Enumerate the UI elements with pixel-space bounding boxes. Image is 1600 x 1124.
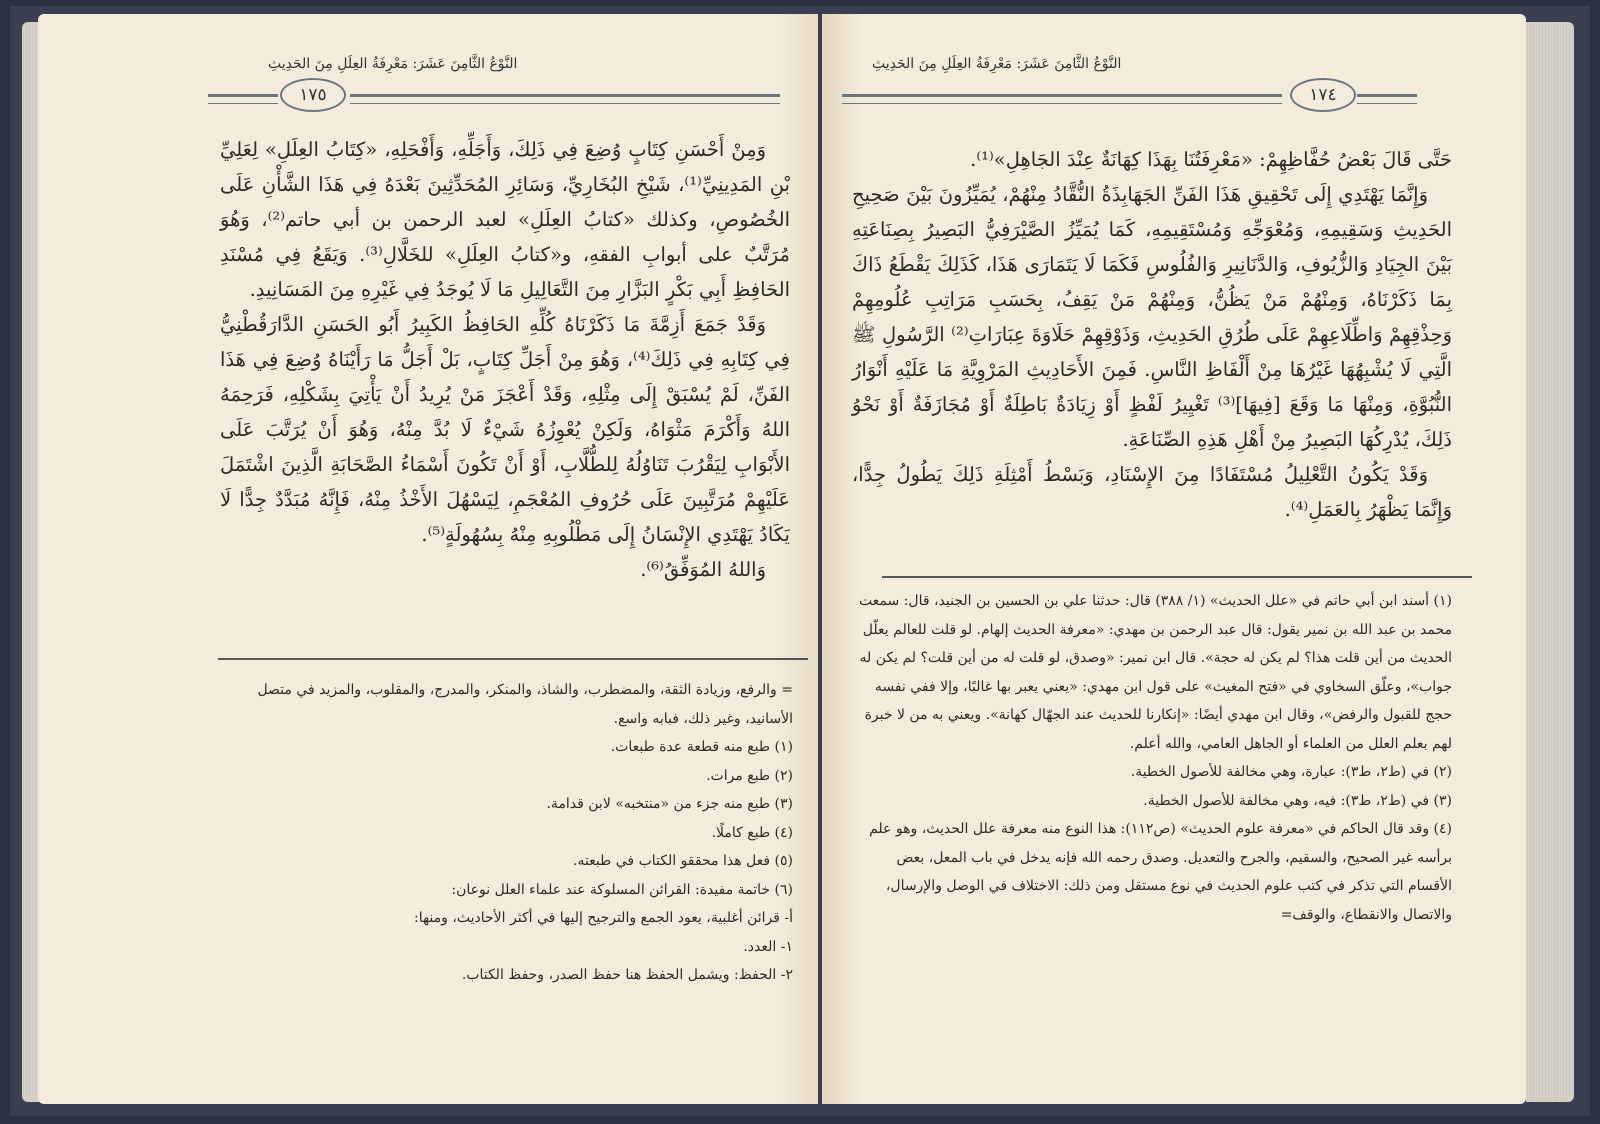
right-page-edges <box>1526 22 1574 1102</box>
footnote: (١) طبع منه قطعة عدة طبعات. <box>610 739 793 755</box>
header-rule <box>842 94 1282 104</box>
footnote-separator <box>218 658 808 660</box>
paragraph: حَتَّى قَالَ بَعْضُ حُفَّاظِهِمْ: «مَعْرِفَتُنَا بِهَذَا كِهَانَةٌ عِنْدَ الجَاهِلِ»⁽¹⁾. <box>970 148 1452 171</box>
paragraph: وَاللهُ المُوَفِّقُ⁽⁶⁾. <box>640 558 766 581</box>
paragraph: وَقَدْ جَمَعَ أَزِمَّةَ مَا ذَكَرْنَاهُ كُلِّهِ الحَافِظُ الكَبِيرُ أَبُو الحَسَنِ الدَّارَقُطْنِيُّ فِي كِتَابِهِ فِي ذَلِكَ⁽⁴⁾، وَهُوَ مِنْ أَجَلِّ كِتَابٍ، بَلْ أَجَلُّ مَا رَأَيْنَاهُ وُضِعَ فِي هَذَا الفَنِّ، لَمْ يُسْبَقْ إِلَى مِثْلِهِ، وَقَدْ أَعْجَزَ مَنْ يُرِيدُ أَنْ يَأْتِيَ بِشَكْلِهِ، فَرَحِمَهُ اللهُ وَأَكْرَمَ مَثْوَاهُ، وَلَكِنْ يُعْوِزُهُ شَيْءٌ لَا بُدَّ مِنْهُ، وَهُوَ أَنْ يُرَتَّبَ عَلَى الأَبْوَابِ لِيَقْرُبَ تَنَاوُلُهُ لِلطُّلَّابِ، أَوْ أَنْ تَكُونَ أَسْمَاءُ الصَّحَابَةِ الَّذِينَ اشْتَمَلَ عَلَيْهِمْ مُرَتَّبِينَ عَلَى حُرُوفِ المُعْجَمِ، لِيَسْهُلَ الأَخْذُ مِنْهُ، فَإِنَّهُ مُبَدَّدٌ جِدًّا لَا يَكَادُ يَهْتَدِي الإِنْسَانُ إِلَى مَطْلُوبِهِ مِنْهُ بِسُهُولَةٍ⁽⁵⁾. <box>220 313 790 546</box>
page-number: ١٧٤ <box>1290 78 1356 112</box>
footnote: (٣) طبع منه جزء من «منتخبه» لابن قدامة. <box>546 796 793 812</box>
main-text <box>220 132 790 587</box>
paragraph: وَقَدْ يَكُونُ التَّعْلِيلُ مُسْتَفَادًا مِنَ الإِسْنَادِ، وَبَسْطُ أَمْثِلَةِ ذَلِكَ يَطُولُ جِدًّا، وَإِنَّمَا يَظْهَرُ بِالعَمَلِ⁽⁴⁾. <box>852 463 1452 521</box>
right-page <box>822 14 1526 1104</box>
footnote: (٤) وقد قال الحاكم في «معرفة علوم الحديث» (ص١١٢): هذا النوع منه معرفة علل الحديث، وهو علم برأسه غير الصحيح، والسقيم، والجرح والتعديل. وصدق رحمه الله فإنه يدخل في باب المعل، بعض الأقسام التي تذكر في كتب علوم الحديث في نوع مستقل ومن ذلك: الاختلاف في الوصل والإرسال، والاتصال والانقطاع، والوقف= <box>869 821 1452 923</box>
footnotes <box>228 676 793 990</box>
main-text <box>852 142 1452 527</box>
footnote: (٢) طبع مرات. <box>706 767 793 784</box>
footnotes <box>852 587 1452 929</box>
open-book <box>10 6 1590 1116</box>
footnote: ٢- الحفظ: ويشمل الحفظ هنا حفظ الصدر، وحفظ الكتاب. <box>461 967 793 983</box>
footnote: = والرفع، وزيادة الثقة، والمضطرب، والشاذ، والمنكر، والمدرج، والمقلوب، والمزيد في متصل الأسانيد، وغير ذلك، فبابه واسع. <box>257 682 793 727</box>
header-rule <box>208 94 278 104</box>
left-page <box>38 14 818 1104</box>
header-rule <box>1357 94 1417 104</box>
footnote: (١) أسند ابن أبي حاتم في «علل الحديث» (١/ ٣٨٨) قال: حدثنا علي بن الحسين بن الجنيد، قال: سمعت محمد بن عبد الله بن نمير يقول: قال عبد الرحمن بن مهدي: «معرفة الحديث إلهام. لو قلت للعالم يعلّل الحديث من أين قلت هذا؟ لم يكن له حجة». قال ابن نمير: «وصدق، لو قلت له من أين قلت؟ لم يكن له جواب»، وعلّق السخاوي في «فتح المغيث» على قول ابن مهدي: «يعني يعبر بها غالبًا، وإلا ففي نفسه حجج للقبول والرفض»، وقال ابن مهدي أيضًا: «إنكارنا للحديث عند الجهّال كهانة». ويعني به من لا خبرة لهم بعلم العلل من العلماء أو الجاهل العامي، والله أعلم. <box>858 593 1452 752</box>
running-header: النَّوْعُ الثَّامِنَ عَشَرَ: مَعْرِفَةُ العِلَلِ مِنَ الحَدِيثِ <box>872 56 1122 72</box>
paragraph: وَمِنْ أَحْسَنِ كِتَابٍ وُضِعَ فِي ذَلِكَ، وَأَجَلِّهِ، وَأَفْحَلِهِ، «كِتَابُ العِلَلِ» لِعَلِيِّ بْنِ المَدِينِيِّ⁽¹⁾، شَيْخِ البُخَارِيِّ، وَسَائِرِ المُحَدِّثِينَ بَعْدَهُ فِي هَذَا الشَّأْنِ عَلَى الخُصُوصِ، وكذلك «كتابُ العِلَلِ» لعبد الرحمن بن أبي حاتم⁽²⁾، وَهُوَ مُرَتَّبٌ على أبوابِ الفقهِ، و«كتابُ العِلَلِ» للخَلَّالِ⁽³⁾. وَيَقَعُ فِي مُسْنَدِ الحَافِظِ أَبِي بَكْرٍ البَزَّارِ مِنَ التَّعَالِيلِ مَا لَا يُوجَدُ فِي غَيْرِهِ مِنَ المَسَانِيدِ. <box>220 138 790 301</box>
footnote: (٦) خاتمة مفيدة: القرائن المسلوكة عند علماء العلل نوعان: <box>451 881 793 898</box>
footnote: (٢) في (ط٢، ط٣): عبارة، وهي مخالفة للأصول الخطية. <box>1130 764 1452 780</box>
footnote: (٣) في (ط٢، ط٣): فيه، وهي مخالفة للأصول الخطية. <box>1143 792 1452 809</box>
footnote: (٤) طبع كاملًا. <box>711 824 793 841</box>
footnote-separator <box>882 576 1472 578</box>
page-number: ١٧٥ <box>280 78 346 112</box>
header-rule <box>350 94 780 104</box>
paragraph: وَإِنَّمَا يَهْتَدِي إِلَى تَحْقِيقِ هَذَا الفَنِّ الجَهَابِذَةُ النُّقَّادُ مِنْهُمْ، يُمَيِّزُونَ بَيْنَ صَحِيحِ الحَدِيثِ وَسَقِيمِهِ، وَمُعْوَجِّهِ وَمُسْتَقِيمِهِ، كَمَا يُمَيِّزُ الصَّيْرَفِيُّ البَصِيرُ بِصِنَاعَتِهِ بَيْنَ الجِيَادِ وَالزُّيُوفِ، وَالدَّنَانِيرِ وَالفُلُوسِ فَكَمَا لَا يَتَمَارَى هَذَا، كَذَلِكَ يَقْطَعُ ذَاكَ بِمَا ذَكَرْنَاهُ، وَمِنْهُمْ مَنْ يَظُنُّ، وَمِنْهُمْ مَنْ يَقِفُ، بِحَسَبِ مَرَاتِبِ عُلُومِهِمْ وَحِذْقِهِمْ وَاطِّلَاعِهِمْ عَلَى طُرُقِ الحَدِيثِ، وَذَوْقِهِمْ حَلَاوَةَ عِبَارَاتِ⁽²⁾ الرَّسُولِ ﷺ الَّتِي لَا يُشْبِهُهَا غَيْرُهَا مِنْ أَلْفَاظِ النَّاسِ. فَمِنَ الأَحَادِيثِ المَرْوِيَّةِ مَا عَلَيْهِ أَنْوَارُ النُّبُوَّةِ، وَمِنْهَا مَا وَقَعَ [فِيهَا]⁽³⁾ تَغْيِيرُ لَفْظٍ أَوْ زِيَادَةٌ بَاطِلَةٌ أَوْ مُجَازَفَةٌ أَوْ نَحْوُ ذَلِكَ، يُدْرِكُهَا البَصِيرُ مِنْ أَهْلِ هَذِهِ الصِّنَاعَةِ. <box>852 183 1452 451</box>
footnote: أ- قرائن أغلبية، يعود الجمع والترجيح إليها في أكثر الأحاديث، ومنها: <box>413 910 793 926</box>
footnote: ١- العدد. <box>743 938 793 955</box>
footnote: (٥) فعل هذا محققو الكتاب في طبعته. <box>573 853 793 869</box>
running-header: النَّوْعُ الثَّامِنَ عَشَرَ: مَعْرِفَةُ العِلَلِ مِنَ الحَدِيثِ <box>268 56 518 72</box>
